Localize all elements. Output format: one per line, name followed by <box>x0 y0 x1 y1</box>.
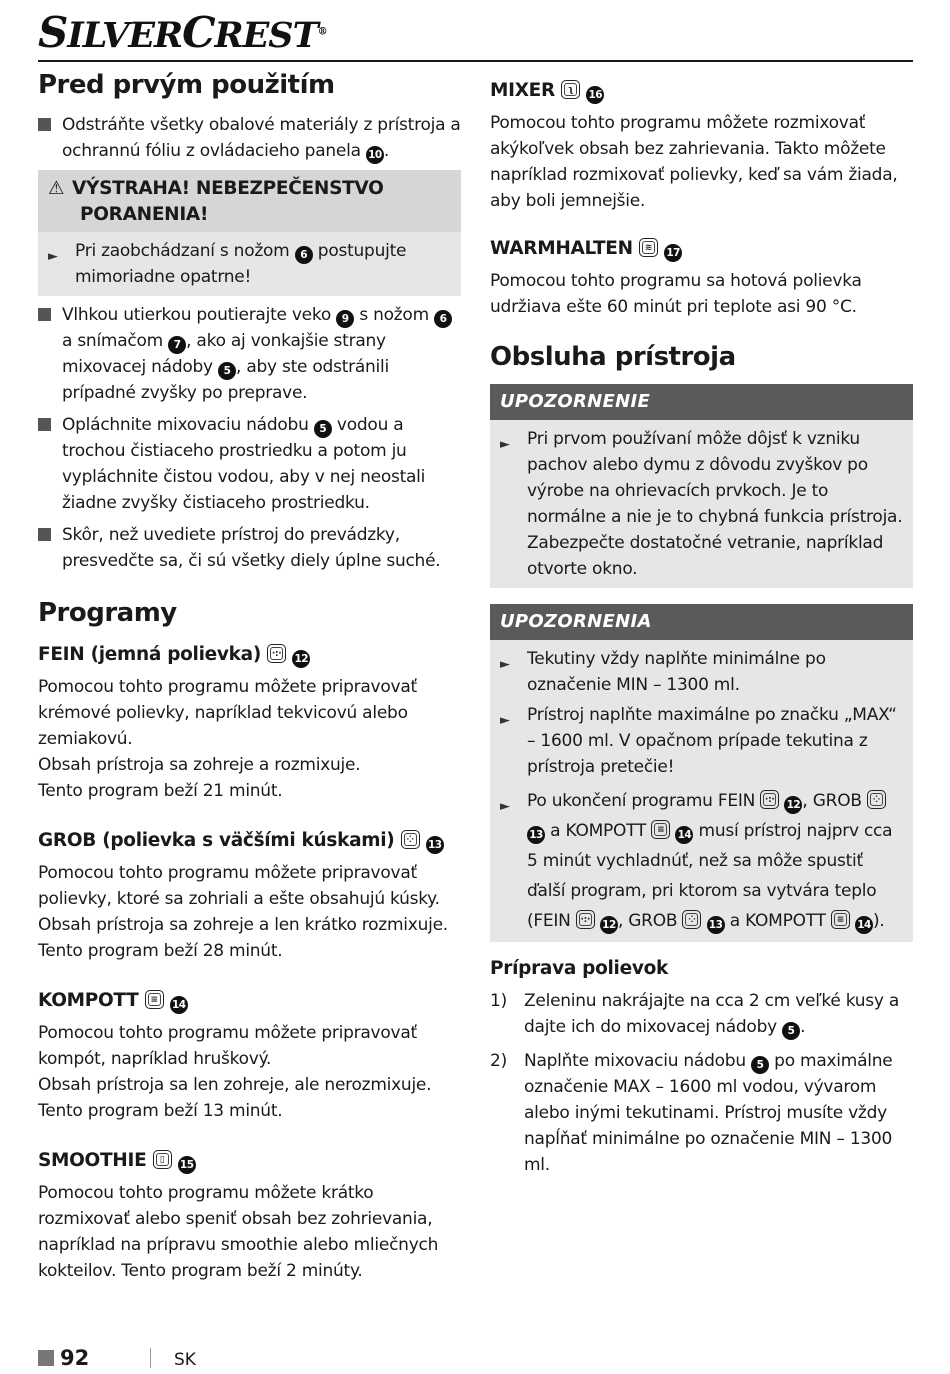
notice-box <box>490 384 913 588</box>
warmhalten-program-icon: ≋ <box>639 238 658 257</box>
notice-item: ► Prístroj naplňte maximálne po značku „MAX“ – 1600 ml. V opačnom prípade tekutina z prístroja pretečie! <box>500 705 897 777</box>
paragraph: Obsah prístroja sa len zohreje, ale nerozmixuje. <box>38 1075 432 1095</box>
paragraph: Pomocou tohto programu sa hotová polievka udržiava ešte 60 minút pri teplote asi 90 °C. <box>490 271 862 317</box>
paragraph: Pomocou tohto programu môžete pripravovať kompót, napríklad hruškový. <box>38 1023 417 1069</box>
grob-program-icon: ⁘ <box>682 910 701 929</box>
program-heading-warmhalten: WARMHALTEN ≋ 17 <box>490 236 913 262</box>
ref-number-icon: 16 <box>586 86 604 104</box>
notices-title: UPOZORNENIA <box>490 604 913 640</box>
notice-item: ► Pri prvom používaní môže dôjsť k vzniku pachov alebo dymu z dôvodu zvyškov po výrobe na ohrievacích prvkoch. Je to normálne a nie je to chybná funkcia prístroja. Zabezpečte dostatočné vetranie, napríklad otvorte okno. <box>500 429 903 579</box>
page-number: 92 <box>60 1346 90 1370</box>
paragraph: Pomocou tohto programu môžete pripravovať krémové polievky, napríklad tekvicovú alebo zemiakovú. <box>38 677 417 749</box>
warning-title: ⚠ VÝSTRAHA! NEBEZPEČENSTVO PORANENIA! <box>38 170 461 232</box>
paragraph: Obsah prístroja sa zohreje a len krátko rozmixuje. <box>38 915 448 935</box>
ref-number-icon: 15 <box>178 1156 196 1174</box>
arrow-bullet-icon: ► <box>500 713 510 728</box>
ref-number-icon: 12 <box>600 916 618 934</box>
smoothie-program-icon: ▯ <box>153 1150 172 1169</box>
page-header <box>38 6 913 62</box>
numbered-step: 1) Zeleninu nakrájajte na cca 2 cm veľké kusy a dajte ich do mixovacej nádoby 5 . <box>490 988 913 1040</box>
program-heading-fein: FEIN (jemná polievka) ·:· 12 <box>38 642 461 668</box>
program-heading-mixer: MIXER ʅ 16 <box>490 78 913 104</box>
paragraph: Pomocou tohto programu môžete rozmixovať akýkoľvek obsah bez zahrievania. Takto môžete napríklad rozmixovať polievky, keď sa vám žiada, aby boli jemnejšie. <box>490 113 898 211</box>
section-title-operation: Obsluha prístroja <box>490 342 736 372</box>
warning-box <box>38 170 461 296</box>
ref-number-icon: 12 <box>784 796 802 814</box>
ref-number-icon: 6 <box>295 246 313 264</box>
section-title-first-use: Pred prvým použitím <box>38 70 335 100</box>
kompott-program-icon: ≡ <box>145 990 164 1009</box>
ref-number-icon: 9 <box>336 310 354 328</box>
grob-program-icon: ⁘ <box>867 790 886 809</box>
ref-number-icon: 13 <box>426 836 444 854</box>
ref-number-icon: 5 <box>751 1056 769 1074</box>
footer-divider <box>150 1348 151 1368</box>
ref-number-icon: 14 <box>170 996 188 1014</box>
bullet-square-icon <box>38 118 51 131</box>
arrow-bullet-icon: ► <box>500 437 510 452</box>
section-title-soup-preparation: Príprava polievok <box>490 958 669 979</box>
list-item: Vlhkou utierkou poutierajte veko 9 s nožom 6 a snímačom 7 , ako aj vonkajšie strany mixovacej nádoby 5 , aby ste odstránili prípadné zvyšky po preprave. <box>38 302 461 406</box>
paragraph: Tento program beží 13 minút. <box>38 1101 283 1121</box>
ref-number-icon: 7 <box>168 336 186 354</box>
list-item: Skôr, než uvediete prístroj do prevádzky, presvedčte sa, či sú všetky diely úplne suché. <box>38 522 461 574</box>
paragraph: Pomocou tohto programu môžete pripravovať polievky, ktoré sa zohriali a ešte obsahujú kúsky. <box>38 863 440 909</box>
bullet-square-icon <box>38 528 51 541</box>
notice-item: ► Po ukončení programu FEIN ·:· 12 , GROB ⁘ 13 a KOMPOTT ≡ 14 musí prístroj najprv cca 5 minút vychladnúť, než sa môže spustiť ďalší program, pri ktorom sa vytvára teplo (FEIN ·:· 12 , GROB ⁘ 13 a KOMPOTT ≡ 14 ). <box>490 786 905 936</box>
warning-item: ► Pri zaobchádzaní s nožom 6 postupujte mimoriadne opatrne! <box>48 241 407 287</box>
footer-square-icon <box>38 1350 54 1366</box>
ref-number-icon: 13 <box>707 916 725 934</box>
bullet-square-icon <box>38 418 51 431</box>
ref-number-icon: 5 <box>782 1022 800 1040</box>
paragraph: Pomocou tohto programu môžete krátko rozmixovať alebo speniť obsah bez zohrievania, napríklad na prípravu smoothie alebo mliečnych kokteilov. Tento program beží 2 minúty. <box>38 1183 439 1281</box>
list-item: Opláchnite mixovaciu nádobu 5 vodou a trochou čistiaceho prostriedku a potom ju vypláchnite čistou vodou, aby v nej neostali žiadne zvyšky čistiaceho prostriedku. <box>38 412 461 516</box>
numbered-step: 2) Naplňte mixovaciu nádobu 5 po maximálne označenie MAX – 1600 ml vodou, vývarom alebo inými tekutinami. Prístroj musíte vždy napĺňať minimálne po označenie MIN – 1300 ml. <box>490 1051 893 1175</box>
kompott-program-icon: ≡ <box>831 910 850 929</box>
ref-number-icon: 10 <box>366 146 384 164</box>
ref-number-icon: 14 <box>675 826 693 844</box>
paragraph: Tento program beží 28 minút. <box>38 941 283 961</box>
notice-title: UPOZORNENIE <box>490 384 913 420</box>
ref-number-icon: 5 <box>314 420 332 438</box>
ref-number-icon: 6 <box>434 310 452 328</box>
program-heading-kompott: KOMPOTT ≡ 14 <box>38 988 461 1014</box>
ref-number-icon: 17 <box>664 244 682 262</box>
bullet-square-icon <box>38 308 51 321</box>
ref-number-icon: 12 <box>292 650 310 668</box>
arrow-bullet-icon: ► <box>500 657 510 672</box>
grob-program-icon: ⁘ <box>401 830 420 849</box>
fein-program-icon: ·:· <box>267 644 286 663</box>
ref-number-icon: 5 <box>218 362 236 380</box>
paragraph: Tento program beží 21 minút. <box>38 781 283 801</box>
ref-number-icon: 14 <box>855 916 873 934</box>
arrow-bullet-icon: ► <box>48 249 58 264</box>
right-column <box>490 60 913 1178</box>
language-code: SK <box>174 1350 196 1370</box>
notices-box <box>490 604 913 942</box>
mixer-program-icon: ʅ <box>561 80 580 99</box>
program-heading-smoothie: SMOOTHIE ▯ 15 <box>38 1148 461 1174</box>
fein-program-icon: ·:· <box>760 790 779 809</box>
list-item: Odstráňte všetky obalové materiály z prístroja a ochrannú fóliu z ovládacieho panela 10 . <box>38 112 461 164</box>
fein-program-icon: ·:· <box>576 910 595 929</box>
paragraph: Obsah prístroja sa zohreje a rozmixuje. <box>38 755 361 775</box>
ref-number-icon: 13 <box>527 826 545 844</box>
section-title-programs: Programy <box>38 598 177 628</box>
warning-triangle-icon: ⚠ <box>48 178 65 199</box>
notice-item: ► Tekutiny vždy naplňte minimálne po označenie MIN – 1300 ml. <box>500 649 826 695</box>
left-column <box>38 60 461 1284</box>
program-heading-grob: GROB (polievka s väčšími kúskami) ⁘ 13 <box>38 828 461 854</box>
silvercrest-logo: SILVERCREST® <box>38 8 327 57</box>
arrow-bullet-icon: ► <box>500 799 510 814</box>
page-footer <box>38 1346 338 1370</box>
kompott-program-icon: ≡ <box>651 820 670 839</box>
